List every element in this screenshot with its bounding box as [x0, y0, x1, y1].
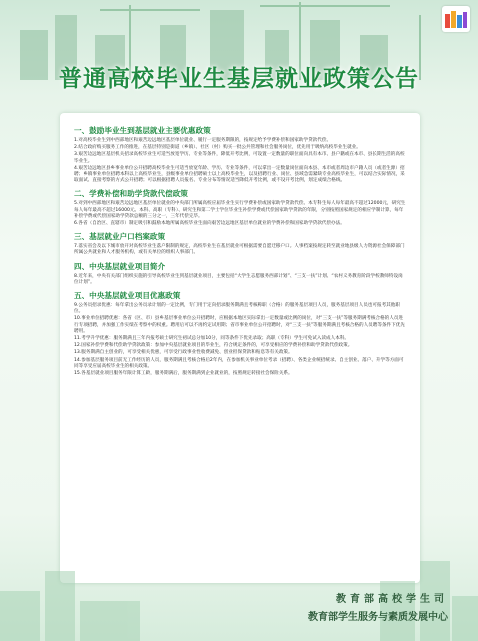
- footer: [308, 590, 448, 623]
- policy-paragraph: 12.国家补偿学费和代偿助学贷款政策：参加中央基层就业项目的毕业生，符合规定条件的，可享受相应的学费补偿和助学贷款代偿政策。: [74, 343, 353, 349]
- section-heading: 二、学费补偿和助学贷款代偿政策: [74, 189, 188, 199]
- footer-org-2: 教育部学生服务与素质发展中心: [308, 612, 448, 623]
- section-heading: 三、基层就业户口档案政策: [74, 232, 166, 242]
- footer-org-1: 教育部高校学生司: [336, 594, 448, 605]
- policy-paragraph: 7.落实省会及以下城市放开对高校毕业生落户限制的规定，高校毕业生在基层就业可根据需要自愿迁移户口。人事档案按规定转至就业地县级人力资源社会保障部门所属公共就业和人才服务机构，或有关单位的组织人事部门。: [74, 244, 405, 256]
- section-heading: 四、中央基层就业项目简介: [74, 261, 166, 271]
- ministry-logo-icon: [442, 6, 470, 32]
- policy-paragraph: 6.各省（自治区、直辖市）制定吸引和鼓励本地所属高校毕业生面向艰苦边远地区基层单位就业的学费补偿和国家助学贷款代偿办法。: [74, 221, 345, 227]
- policy-paragraph: 10.事业单位招聘优惠：各省（区、市）县乡基层事业单位公开招聘时，应根据本地区实际拿出一定数量或比例的岗位，对“三支一扶”等服务期满考核合格的人员进行专项招聘，并加强工作实绩在考察中的权重。聘用后可以不再约定试用期；省市事业单位公开招聘时，对“三支一扶”等服务期满且考核合格的人员聘等条件下优先聘用。: [74, 316, 405, 334]
- section-heading: 一、鼓励毕业生到基层就业主要优惠政策: [74, 126, 211, 135]
- policy-paragraph: 15.各基层就业项目服务年限计算工龄，服务期满后，服务期满到企业就业的，按照规定转接社会保险关系。: [74, 371, 293, 377]
- policy-content: [74, 121, 406, 378]
- policy-paragraph: 3.艰苦边远地区基层机关招录高校毕业生可适当放宽学历、专业等条件，降低开考比例，可设置一定数量的职位面向具有本市、县户籍或在本市、县长期生活的高校毕业生。: [74, 152, 405, 164]
- policy-paragraph: 4.艰苦边远地区县乡事业单位公开招聘高校毕业生可适当放宽年龄、学历、专业等条件，可以拿出一定数量岗位面向本县、本市或者周边市户籍人员（或者生源）招聘；乡镇事业单位招聘本科以上高校毕业生，县级事业单位招聘硕士以上高校毕业生，以及招聘行业、岗位、县域急需紧缺专业高校毕业生，可以结合实际情况，采取面试、直接考察的方式公开招聘；可以根据招聘人员报名、专业分布等情况适当降低开考比例，或不设开考比例，划定成绩合格线。: [74, 165, 405, 184]
- policy-paragraph: 2.结合政府购买服务工作的推进，在基层特别是街道（乡镇）、社区（村）购买一批公共管理和社会服务岗位，优先用于吸纳高校毕业生就业。: [74, 145, 361, 151]
- section-heading: 五、中央基层就业项目优惠政策: [74, 291, 181, 301]
- page-title: 普通高校毕业生基层就业政策公告: [59, 66, 419, 92]
- policy-paragraph: 11.考学升学优惠：服务期满且三年内报考硕士研究生初试总分加10分，同等条件下优先录取；高职（专科）学生可免试入读成人本科。: [74, 336, 350, 342]
- policy-paragraph: 14.参加基层服务项目前无工作经历的人员，服务期满且考核合格后2年内，在参加机关事业单位考录（招聘）、各类企业统招统录、自主创业、落户、升学等方面可同等享受应届高校毕业生的相关政策。: [74, 357, 404, 369]
- policy-paragraph: 9.公务员招录优惠：每年拿出公务员录计划的一定比例，专门用于定向招录服务期满且考核称职（合格）的服务基层项目人员，服务基层项目人员也可报考其他职位。: [74, 303, 400, 315]
- policy-paragraph: 13.服务期满自主创业的，可享受相关优惠，可享受行政事业性收费减免、创业担保贷款和贴息等有关政策。: [74, 350, 293, 356]
- policy-paragraph: 5.对到中西部地区和艰苦边远地区基层单位就业的中央部门所属高校应届毕业生实行学费补偿或国家助学贷款代偿。本专科生每人每年最高不超过12000元，研究生每人每年最高不超过16000元。本科、高职（专科）、研究生和第二学士学位毕业生补偿学费或代偿国家助学贷款的年限，分别按照国家规定的相应学制计算，每年补偿学费或代偿国家助学贷款总额的三分之一，三年代偿完毕。: [74, 201, 406, 219]
- policy-card: [60, 113, 420, 583]
- policy-paragraph: 1.对高校毕业生到中西部地区和艰苦边远地区基层单位就业、履行一定服务期限的，按规定给予学费补偿和国家助学贷款代偿。: [74, 138, 332, 143]
- policy-paragraph: 8.近年来，中央有关部门组织实施的引导高校毕业生到基层就业项目，主要包括“大学生志愿服务西部计划”、“三支一扶”计划、“农村义务教育阶段学校教师特设岗位计划”。: [74, 273, 403, 285]
